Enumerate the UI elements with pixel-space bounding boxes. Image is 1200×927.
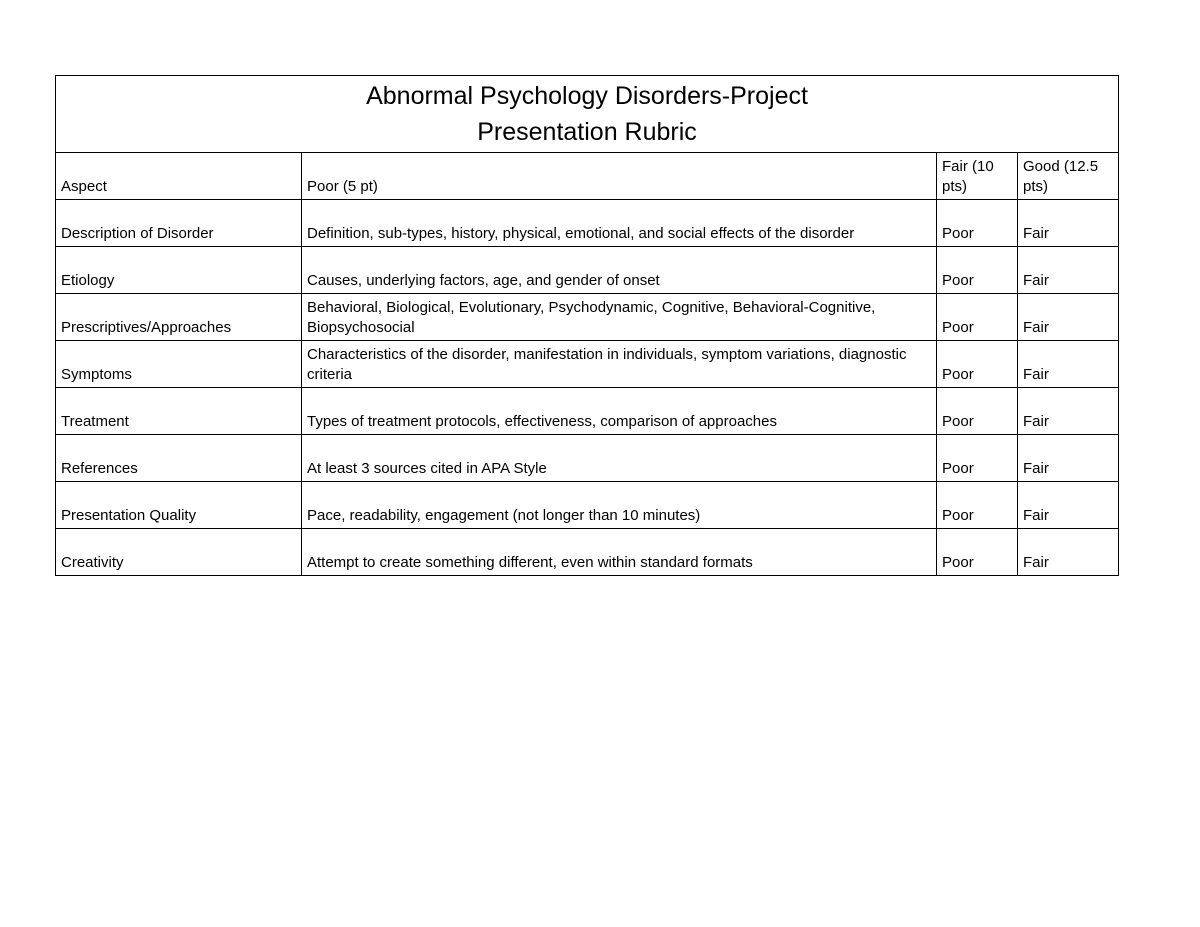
row-fair: Poor [937,482,1018,529]
table-row [56,482,1119,529]
title-row [56,76,1119,153]
document-title: Abnormal Psychology Disorders-Project [366,82,808,110]
row-description: Characteristics of the disorder, manifestation in individuals, symptom variations, diagnostic criteria [302,341,937,388]
row-good: Fair [1018,341,1119,388]
row-aspect: Treatment [56,388,302,435]
row-aspect: Description of Disorder [56,200,302,247]
row-description: At least 3 sources cited in APA Style [302,435,937,482]
row-fair: Poor [937,341,1018,388]
rubric-table [55,75,1119,576]
row-good: Fair [1018,529,1119,576]
row-good: Fair [1018,482,1119,529]
title-cell [56,76,1119,153]
row-good: Fair [1018,247,1119,294]
row-description: Attempt to create something different, even within standard formats [302,529,937,576]
table-row [56,529,1119,576]
row-aspect: Etiology [56,247,302,294]
row-aspect: Creativity [56,529,302,576]
row-good: Fair [1018,435,1119,482]
header-aspect: Aspect [56,153,302,200]
table-row [56,247,1119,294]
table-row [56,388,1119,435]
row-description: Causes, underlying factors, age, and gender of onset [302,247,937,294]
row-fair: Poor [937,200,1018,247]
table-row [56,200,1119,247]
header-fair: Fair (10 pts) [937,153,1018,200]
row-fair: Poor [937,529,1018,576]
row-aspect: Prescriptives/Approaches [56,294,302,341]
row-good: Fair [1018,388,1119,435]
row-description: Pace, readability, engagement (not longer than 10 minutes) [302,482,937,529]
row-fair: Poor [937,247,1018,294]
table-row [56,435,1119,482]
row-aspect: Symptoms [56,341,302,388]
table-row [56,294,1119,341]
header-good: Good (12.5 pts) [1018,153,1119,200]
row-fair: Poor [937,294,1018,341]
row-good: Fair [1018,294,1119,341]
row-description: Types of treatment protocols, effectiveness, comparison of approaches [302,388,937,435]
row-description: Behavioral, Biological, Evolutionary, Psychodynamic, Cognitive, Behavioral-Cognitive, Biopsychosocial [302,294,937,341]
row-fair: Poor [937,388,1018,435]
row-aspect: Presentation Quality [56,482,302,529]
row-description: Definition, sub-types, history, physical, emotional, and social effects of the disorder [302,200,937,247]
document-subtitle: Presentation Rubric [477,118,697,146]
row-aspect: References [56,435,302,482]
table-row [56,341,1119,388]
header-poor: Poor (5 pt) [302,153,937,200]
row-fair: Poor [937,435,1018,482]
row-good: Fair [1018,200,1119,247]
header-row [56,153,1119,200]
